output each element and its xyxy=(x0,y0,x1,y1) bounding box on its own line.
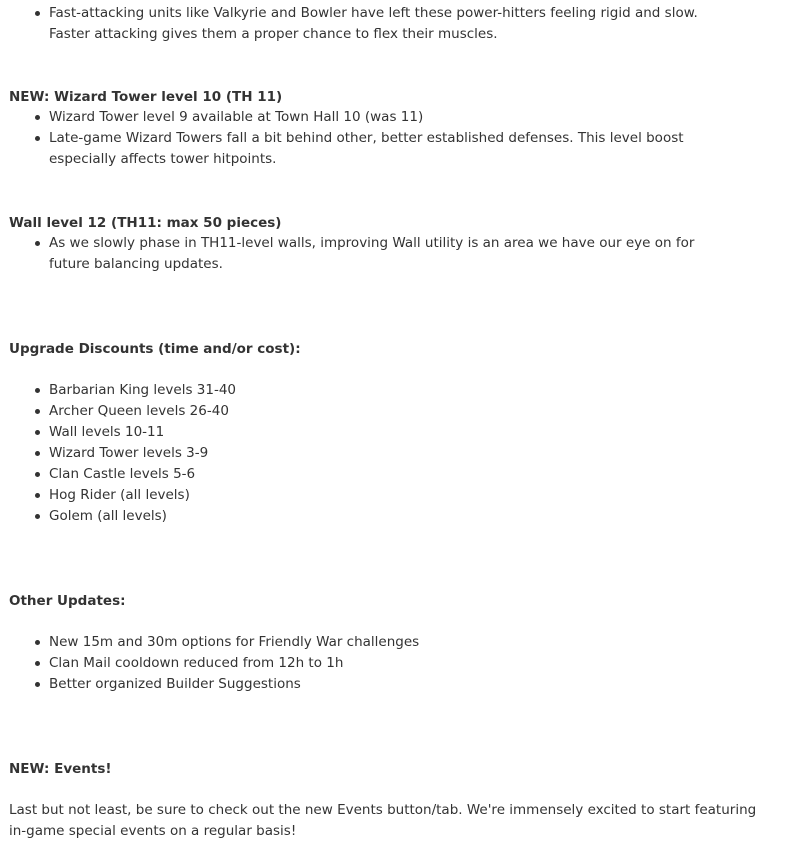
list-item: Hog Rider (all levels) xyxy=(9,485,739,506)
list-item: Better organized Builder Suggestions xyxy=(9,674,739,695)
list-item: Clan Castle levels 5-6 xyxy=(9,464,739,485)
wizard-tower-list xyxy=(9,107,779,170)
section-heading-wall: Wall level 12 (TH11: max 50 pieces) xyxy=(9,215,282,231)
discounts-list xyxy=(9,380,779,527)
list-item: Fast-attacking units like Valkyrie and Bowler have left these power-hitters feeling rigid and slow. Faster attacking gives them a proper chance to flex their muscles. xyxy=(9,3,739,45)
events-paragraph: Last but not least, be sure to check out the new Events button/tab. We're immensely excited to start featuring in-game special events on a regular basis! xyxy=(9,802,757,839)
section-heading-events: NEW: Events! xyxy=(9,761,112,777)
list-item: Late-game Wizard Towers fall a bit behind other, better established defenses. This level boost especially affects tower hitpoints. xyxy=(9,128,739,170)
list-item: Wall levels 10-11 xyxy=(9,422,739,443)
wall-list xyxy=(9,233,779,275)
other-updates-list xyxy=(9,632,779,695)
intro-list xyxy=(9,3,779,45)
list-item: Golem (all levels) xyxy=(9,506,739,527)
section-heading-other-updates: Other Updates: xyxy=(9,593,126,609)
section-heading-wizard-tower: NEW: Wizard Tower level 10 (TH 11) xyxy=(9,89,283,105)
section-heading-discounts: Upgrade Discounts (time and/or cost): xyxy=(9,341,301,357)
list-item: As we slowly phase in TH11-level walls, improving Wall utility is an area we have our eye on for future balancing updates. xyxy=(9,233,739,275)
list-item: Archer Queen levels 26-40 xyxy=(9,401,739,422)
list-item: Barbarian King levels 31-40 xyxy=(9,380,739,401)
list-item: New 15m and 30m options for Friendly War challenges xyxy=(9,632,739,653)
list-item: Clan Mail cooldown reduced from 12h to 1h xyxy=(9,653,739,674)
list-item: Wizard Tower level 9 available at Town Hall 10 (was 11) xyxy=(9,107,739,128)
list-item: Wizard Tower levels 3-9 xyxy=(9,443,739,464)
